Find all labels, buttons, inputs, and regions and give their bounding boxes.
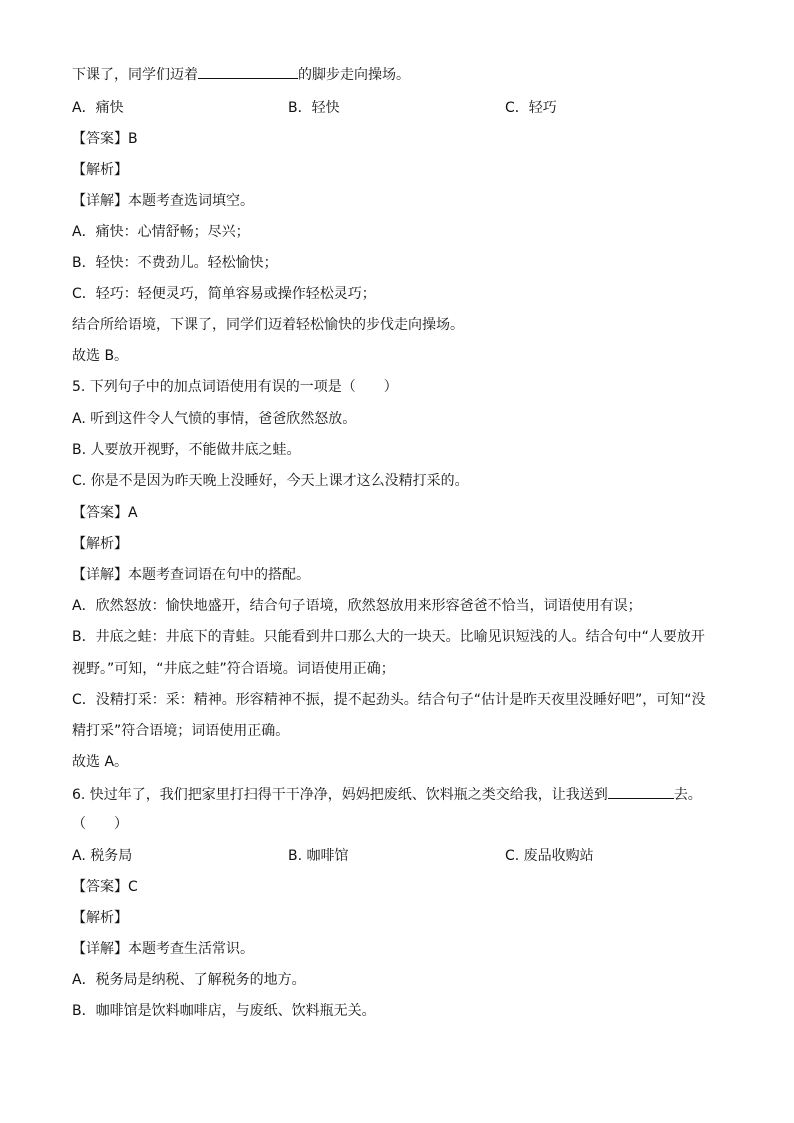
q6-option-a: A. 税务局 <box>72 848 133 864</box>
q4-detail-line: C．轻巧：轻便灵巧，简单容易或操作轻松灵巧； <box>72 286 376 302</box>
q4-stem-start: 下课了，同学们迈着 <box>72 67 198 83</box>
q5-answer: 【答案】A <box>72 505 138 521</box>
q5-detail-line: 【详解】本题考查词语在句中的搭配。 <box>72 567 310 583</box>
q4-detail-line: 结合所给语境，下课了，同学们迈着轻松愉快的步伐走向操场。 <box>72 317 464 333</box>
q5-detail-line: A．欣然怒放：愉快地盛开，结合句子语境，欣然怒放用来形容爸爸不恰当，词语使用有误； <box>72 598 642 614</box>
q6-answer-paren: （ ） <box>72 816 128 832</box>
q5-detail-line: B．井底之蛙：井底下的青蛙。只能看到井口那么大的一块天。比喻见识短浅的人。结合句中“人要放开 <box>72 629 705 645</box>
q6-detail-line: 【详解】本题考查生活常识。 <box>72 941 254 957</box>
q4-analysis-heading: 【解析】 <box>72 162 128 178</box>
q6-fill-blank <box>608 786 674 799</box>
q5-analysis-heading: 【解析】 <box>72 536 128 552</box>
q6-option-b: B. 咖啡馆 <box>288 848 349 864</box>
q4-conclusion: 故选 B。 <box>72 348 129 364</box>
q5-option-a: A. 听到这件令人气愤的事情，爸爸欣然怒放。 <box>72 411 357 427</box>
q6-stem-end: 去。 <box>673 787 702 803</box>
q6-stem <box>72 786 702 804</box>
q4-stem-end: 的脚步走向操场。 <box>298 67 410 83</box>
q4-detail-line: A．痛快：心情舒畅；尽兴； <box>72 224 250 240</box>
q4-option-b: B．轻快 <box>288 100 340 116</box>
q4-option-a: A．痛快 <box>72 100 124 116</box>
q4-option-c: C．轻巧 <box>505 100 557 116</box>
q4-fill-blank <box>198 66 298 79</box>
q6-analysis-heading: 【解析】 <box>72 910 128 926</box>
q4-stem <box>72 66 410 84</box>
q4-detail-line: B．轻快：不费劲儿。轻松愉快； <box>72 255 278 271</box>
q6-stem-start: 6. 快过年了，我们把家里打扫得干干净净，妈妈把废纸、饮料瓶之类交给我，让我送到 <box>72 787 608 803</box>
q6-option-c: C. 废品收购站 <box>505 848 594 864</box>
q5-conclusion: 故选 A。 <box>72 754 129 770</box>
q5-detail-line: 视野。”可知，“井底之蛙”符合语境。词语使用正确； <box>72 661 395 677</box>
q5-option-c: C. 你是不是因为昨天晚上没睡好，今天上课才这么没精打采的。 <box>72 473 469 489</box>
q5-detail-line: 精打采”符合语境；词语使用正确。 <box>72 723 290 739</box>
q4-answer: 【答案】B <box>72 131 138 147</box>
q6-detail-line: B．咖啡馆是饮料咖啡店，与废纸、饮料瓶无关。 <box>72 1003 376 1019</box>
q5-detail-line: C．没精打采：采：精神。形容精神不振，提不起劲头。结合句子“估计是昨天夜里没睡好吧”，可知“没 <box>72 692 706 708</box>
q5-option-b: B. 人要放开视野，不能做井底之蛙。 <box>72 442 301 458</box>
q5-stem: 5. 下列句子中的加点词语使用有误的一项是（ ） <box>72 379 398 395</box>
q6-detail-line: A．税务局是纳税、了解税务的地方。 <box>72 972 306 988</box>
q4-detail-line: 【详解】本题考查选词填空。 <box>72 193 254 209</box>
q6-answer: 【答案】C <box>72 879 138 895</box>
